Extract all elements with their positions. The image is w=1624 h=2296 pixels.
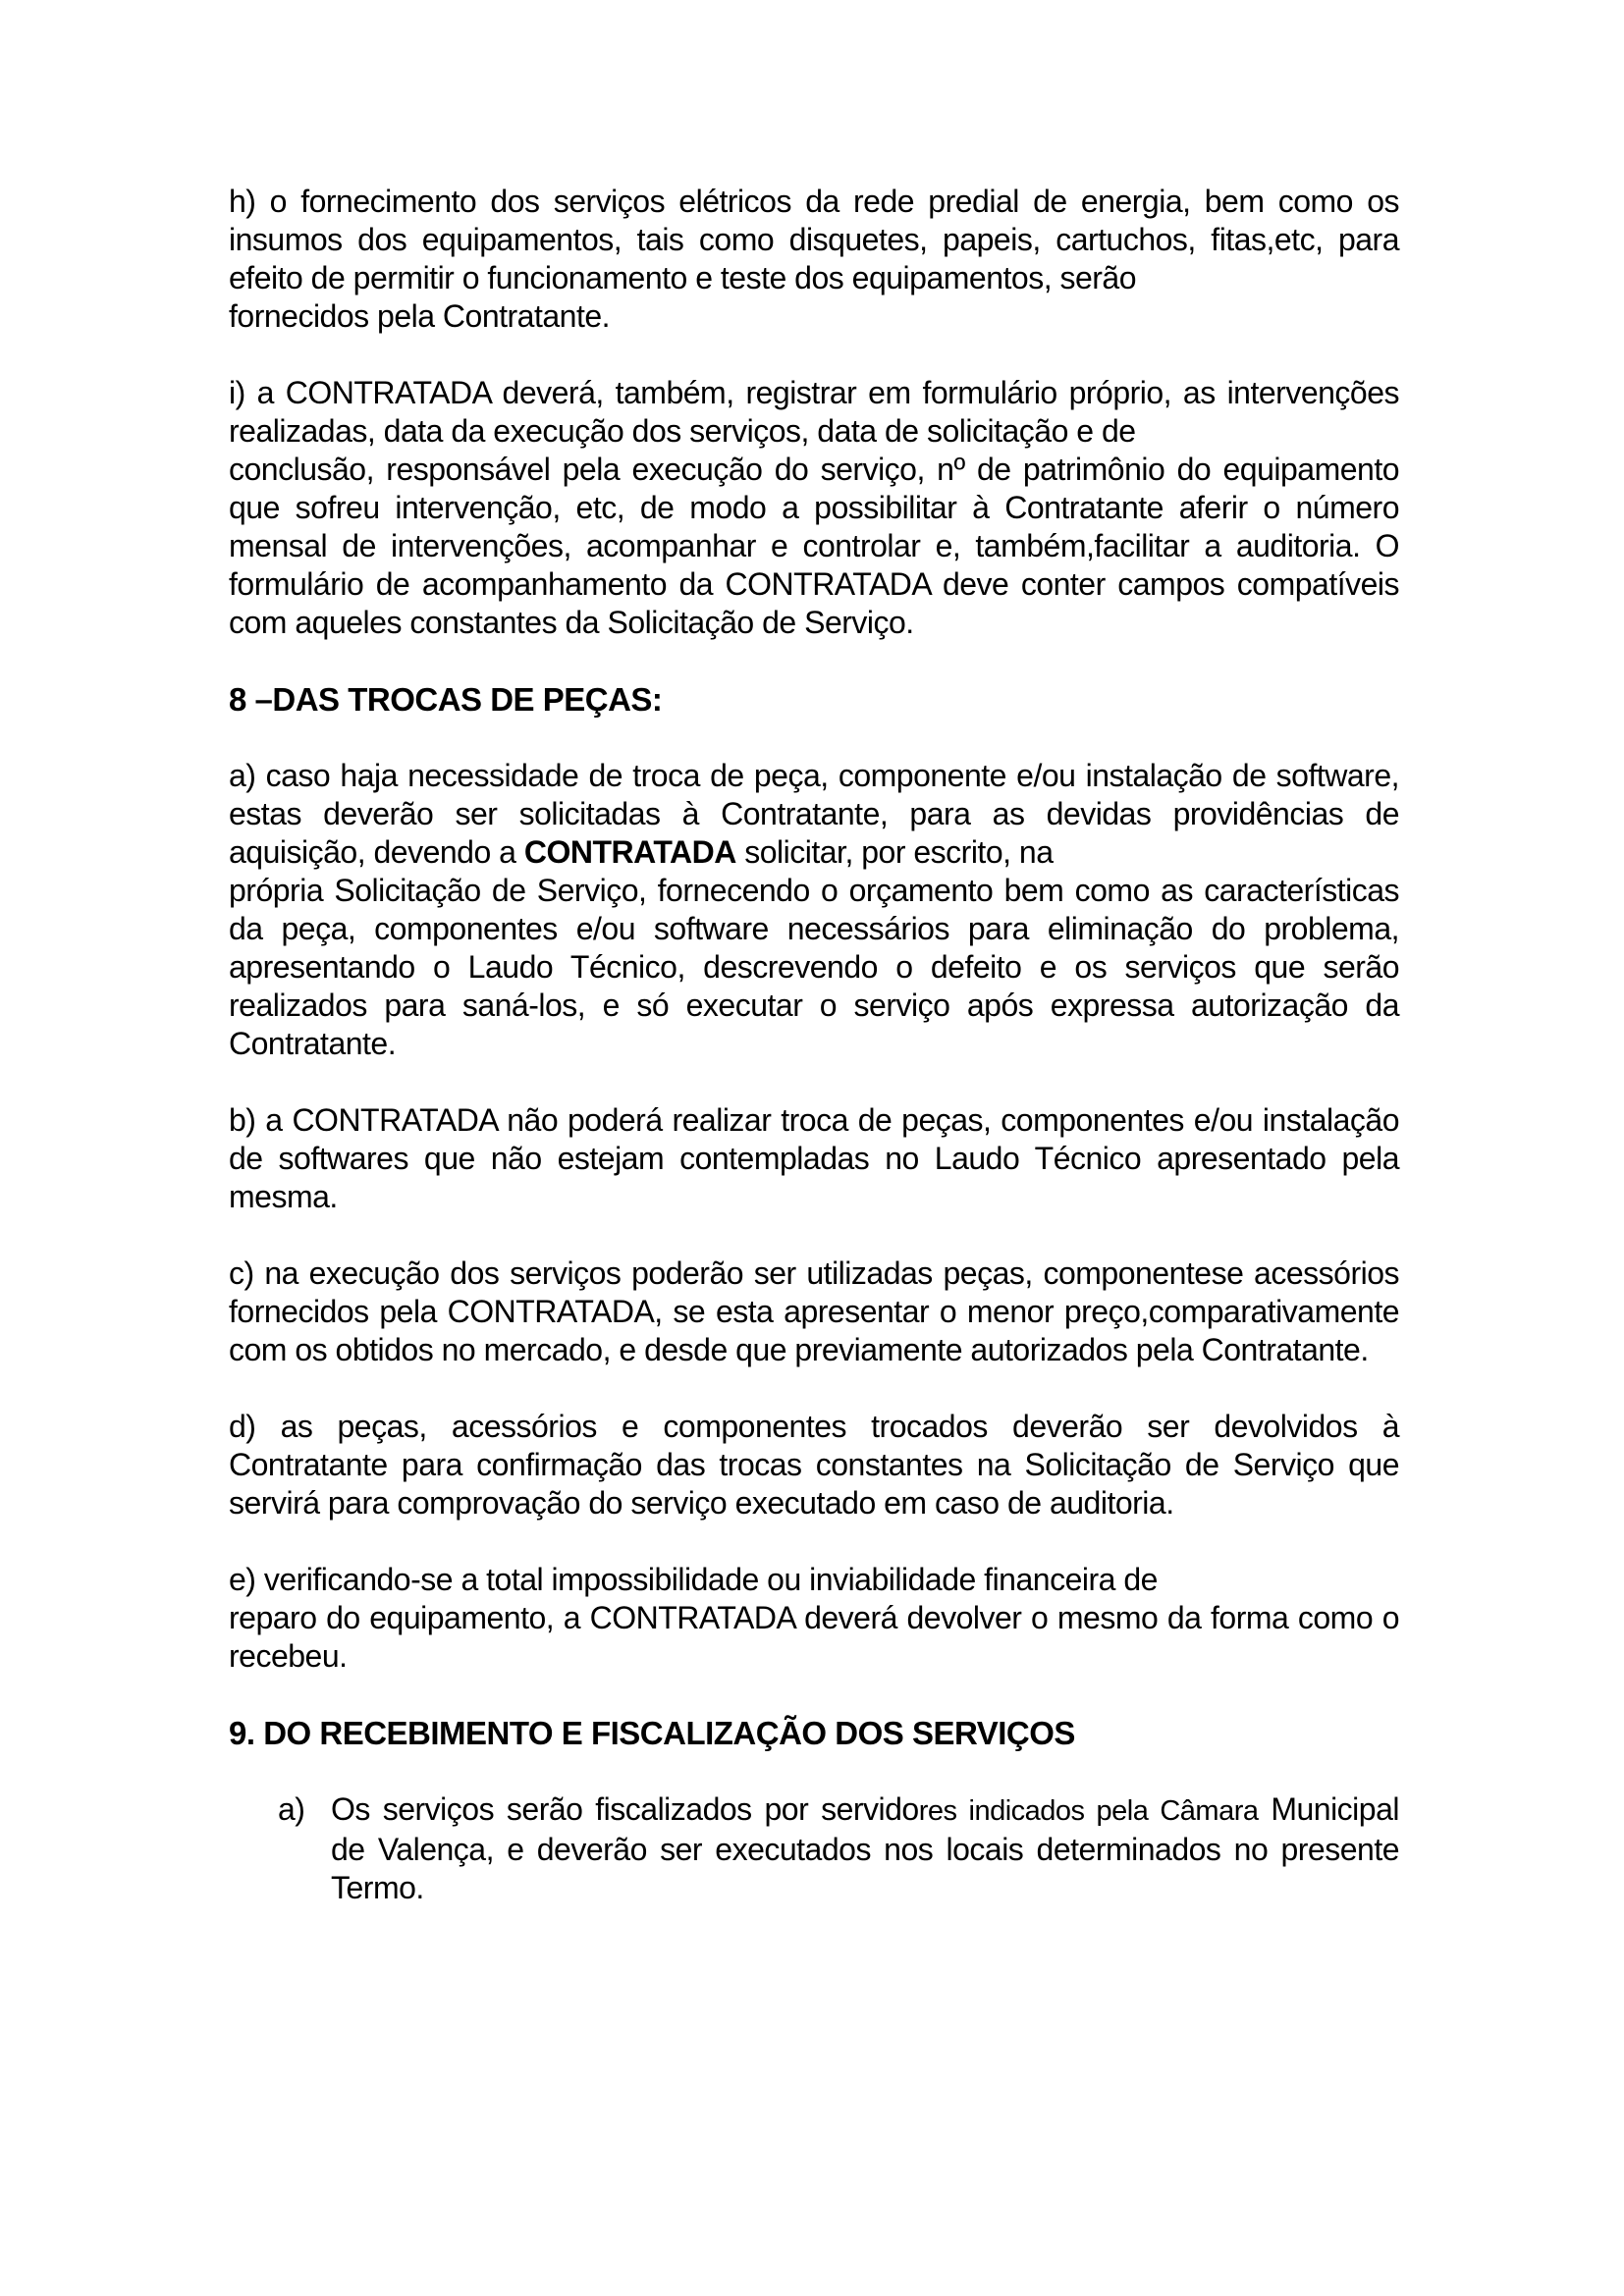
section-9-heading — [229, 1714, 1399, 1752]
text-run: b) a CONTRATADA não poderá realizar troca de peças, componentes e/ou instalação de softwares que não estejam contempladas no Laudo Técnico apresentado pela mesma. — [229, 1102, 1399, 1214]
text-run: 8 –DAS TROCAS DE PEÇAS: — [229, 681, 663, 718]
text-run: reparo do equipamento, a CONTRATADA deverá devolver o mesmo da forma como o recebeu. — [229, 1600, 1399, 1674]
text-run: d) as peças, acessórios e componentes trocados deverão ser devolvidos à Contratante para confirmação das trocas constantes na Solicitação de Serviço que servirá para comprovação do serviço executado em caso de auditoria. — [229, 1409, 1399, 1521]
clause-8a — [229, 757, 1399, 1063]
clause-9a-text — [331, 1790, 1399, 1907]
clause-9a-marker: a) — [278, 1791, 305, 1827]
clause-i — [229, 374, 1399, 642]
text-run: própria Solicitação de Serviço, fornecendo o orçamento bem como as características da peça, componentes e/ou software necessários para eliminação do problema, apresentando o Laudo Técnico, descrevendo o defeito e os serviços que serão realizados para saná-los, e só executar o serviço após expressa autorização da Contratante. — [229, 873, 1399, 1061]
text-run: Os serviços serão fiscalizados por servido — [331, 1791, 919, 1827]
text-run: res indicados pela Câmara — [918, 1795, 1259, 1827]
clause-h — [229, 183, 1399, 336]
text-run: a) caso haja necessidade de troca de peça, componente e/ou instalação de software, estas deverão ser solicitadas à Contratante, para as devidas providências de aquisição, devendo a — [229, 758, 1399, 870]
section-8-heading — [229, 680, 1399, 719]
clause-9a — [229, 1790, 1399, 1907]
text-run: conclusão, responsável pela execução do serviço, nº de patrimônio do equipamento que sofreu intervenção, etc, de modo a possibilitar à Contratante aferir o número mensal de intervenções, acompanhar e controlar e, também,facilitar a auditoria. O formulário de acompanhamento da CONTRATADA deve conter campos compatíveis com aqueles constantes da Solicitação de Serviço. — [229, 452, 1399, 640]
text-run: h) o fornecimento dos serviços elétricos da rede predial de energia, bem como os insumos dos equipamentos, tais como disquetes, papeis, cartuchos, fitas,etc, para efeito de permitir o funcionamento e teste dos equipamentos, serão — [229, 184, 1399, 295]
clause-8c — [229, 1255, 1399, 1369]
text-run: solicitar, por escrito, na — [735, 834, 1054, 870]
text-run: i) a CONTRATADA deverá, também, registrar em formulário próprio, as intervenções realizadas, data da execução dos serviços, data de solicitação e de — [229, 375, 1399, 449]
text-run: Municipal de Valença, e deverão ser executados nos locais determinados no presente Termo. — [331, 1791, 1399, 1905]
text-run: 9. DO RECEBIMENTO E FISCALIZAÇÃO DOS SERVIÇOS — [229, 1715, 1075, 1751]
text-run: e) verificando-se a total impossibilidade ou inviabilidade financeira de — [229, 1562, 1158, 1597]
clause-8d — [229, 1408, 1399, 1522]
text-run: fornecidos pela Contratante. — [229, 298, 611, 334]
text-run: c) na execução dos serviços poderão ser utilizadas peças, componentese acessórios fornecidos pela CONTRATADA, se esta apresentar o menor preço,comparativamente com os obtidos no mercado, e desde que previamente autorizados pela Contratante. — [229, 1255, 1399, 1367]
clause-8e — [229, 1561, 1399, 1676]
clause-8b — [229, 1101, 1399, 1216]
text-run: CONTRATADA — [523, 834, 736, 870]
document-content — [229, 183, 1399, 1907]
